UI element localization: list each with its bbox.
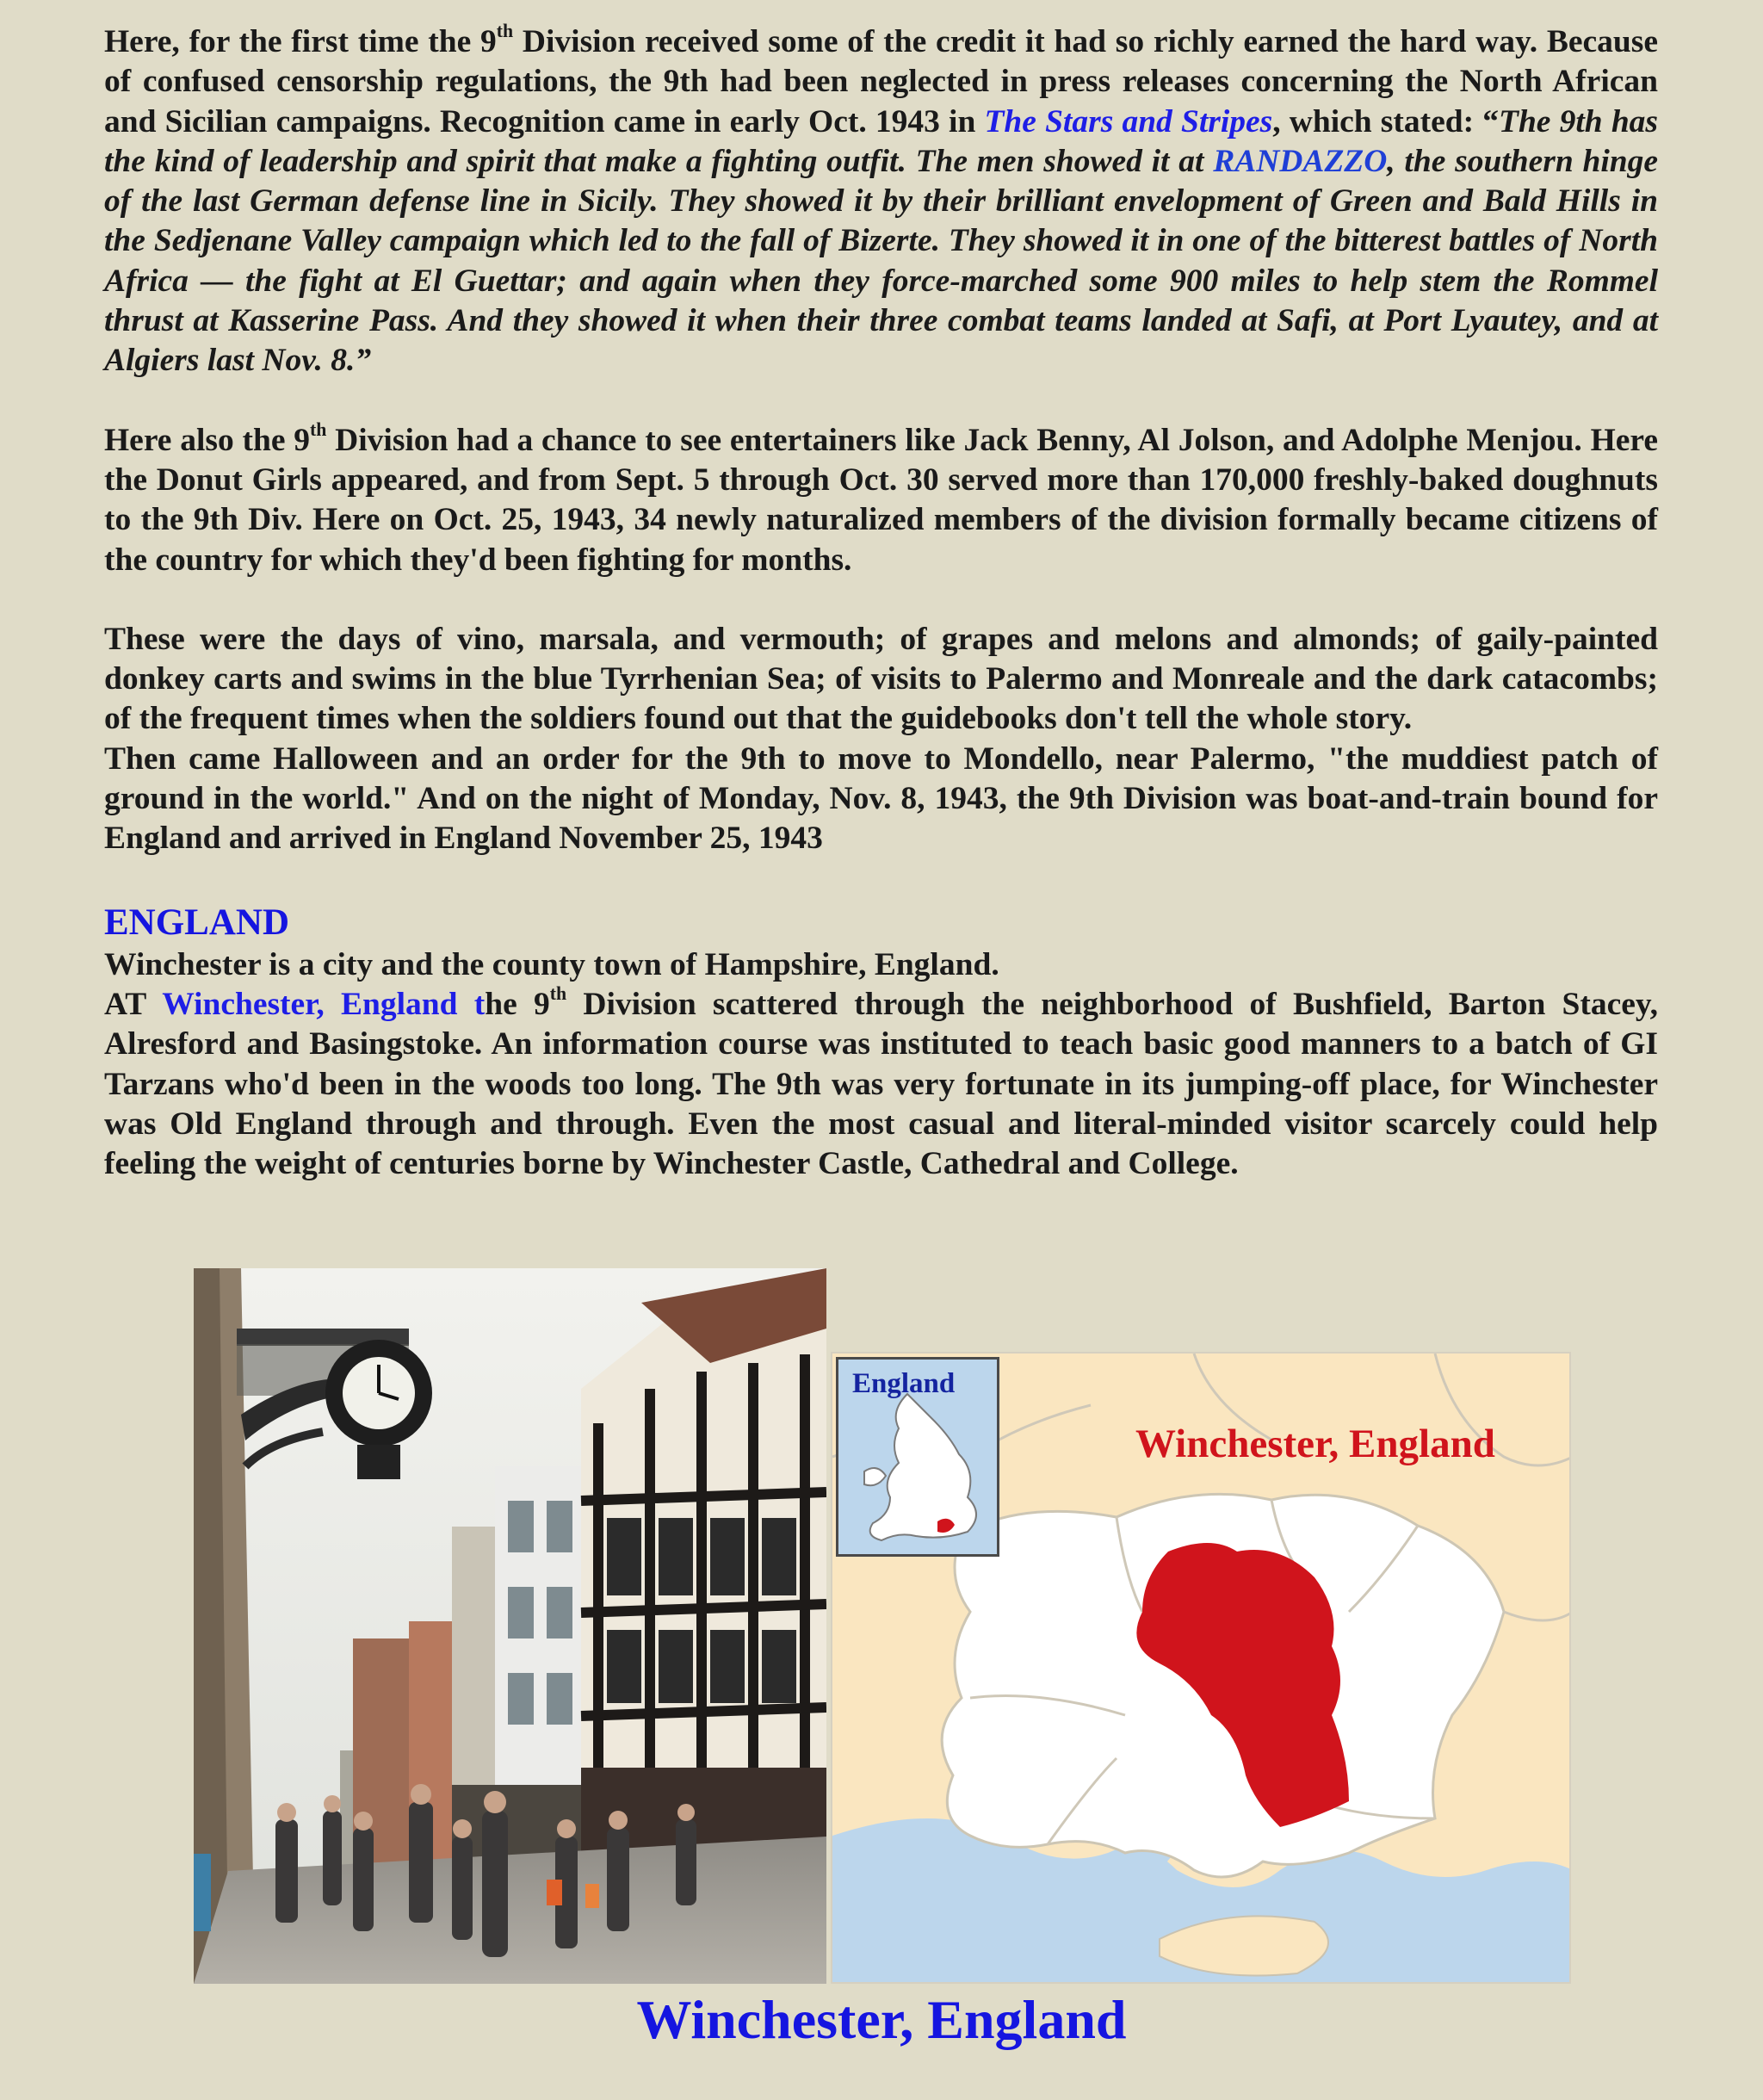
quote-text: The 9th	[1499, 103, 1603, 139]
figure-caption: Winchester, England	[636, 1989, 1127, 2050]
england-inset-map	[836, 1357, 999, 1557]
text-span: he 9	[485, 986, 550, 1022]
paragraph-departure: Then came Halloween and an order for the 9th to move to Mondello, near Palermo, "the muddiest patch of ground in the world." And on the night of Monday, Nov. 8, 1943, the 9th Division was boat-and-train bound for England and arrived in England November 25, 1943	[104, 740, 1658, 857]
superscript: th	[496, 21, 514, 42]
section-heading-england: ENGLAND	[104, 901, 290, 943]
quote-text: , the southern hinge of the last German defense line in Sicily. They showed it by their brilliant envelopment of Green and Bald Hills in the Sedjenane Valley campaign which led to the fall of Bizerte. They showed it in one of the bitterest battles of North Africa — the fight at El Guettar; and again when they force-marched some 900 miles to help stem the Rommel thrust at Kasserine Pass. And they showed it when their three combat teams landed at Safi, at Port Lyautey, and at Algiers last Nov. 8.”	[104, 143, 1658, 379]
text-span: Division had a chance to see entertainers like Jack Benny, Al Jolson, and Adolphe Menjou. Here the Donut Girls appeared, and from Sept. 5 through Oct. 30 served more than 170,000 freshly-baked doughnuts to the 9th Div. Here on Oct. 25, 1943, 34 newly naturalized members of the division formally became citizens of the country for which they'd been fighting for months.	[104, 422, 1658, 578]
text-span: AT	[104, 986, 163, 1022]
quote-text: has the kind of leadership and spirit that make a fighting outfit. The men showed it at	[104, 103, 1659, 179]
winchester-link[interactable]: Winchester, England t	[162, 986, 486, 1022]
randazzo-link[interactable]: RANDAZZO	[1213, 143, 1388, 179]
article-body	[104, 22, 1658, 1184]
text-span: , which stated: “	[1272, 103, 1500, 139]
paragraph-gap	[104, 580, 1658, 620]
map-title: Winchester, England	[1135, 1422, 1495, 1466]
paragraph-winchester-intro: Winchester is a city and the county town of Hampshire, England.	[104, 946, 999, 982]
paragraph-entertainers	[104, 418, 1658, 580]
paragraph-gap	[104, 381, 1658, 421]
paragraph-winchester	[104, 982, 1658, 1184]
text-span: Division received some of the credit it had so richly earned the hard way. Because of confused censorship regulations, the 9th had been neglected in press releases concerning the North African and Sicilian campaigns. Recognition came in early Oct. 1943 in	[104, 24, 1658, 139]
text-span: Division scattered through the neighborhood of Bushfield, Barton Stacey, Alresford and Basingstoke. An information course was instituted to teach basic good manners to a batch of GI Tarzans who'd been in the woods too long. The 9th was very fortunate in its jumping-off place, for Winchester was Old England through and through. Even the most casual and literal-minded visitor scarcely could help feeling the weight of centuries borne by Winchester Castle, Cathedral and College.	[104, 986, 1658, 1182]
superscript: th	[310, 418, 327, 440]
paragraph-recognition	[104, 22, 1658, 381]
text-span: Here, for the first time the 9	[104, 24, 497, 59]
superscript: th	[549, 982, 567, 1004]
paragraph-sicily-days: These were the days of vino, marsala, and vermouth; of grapes and melons and almonds; of gaily-painted donkey carts and swims in the blue Tyrrhenian Sea; of visits to Palermo and Monreale and the dark catacombs; of the frequent times when the soldiers found out that the guidebooks don't tell the whole story.	[104, 621, 1658, 737]
text-span: Here also the 9	[104, 422, 311, 458]
paragraph-gap	[104, 859, 1658, 899]
inset-label: England	[852, 1368, 956, 1399]
stars-and-stripes-link[interactable]: The Stars and Stripes	[984, 103, 1273, 139]
street-scene-image	[194, 1268, 826, 1984]
hampshire-map-image	[831, 1352, 1571, 1984]
